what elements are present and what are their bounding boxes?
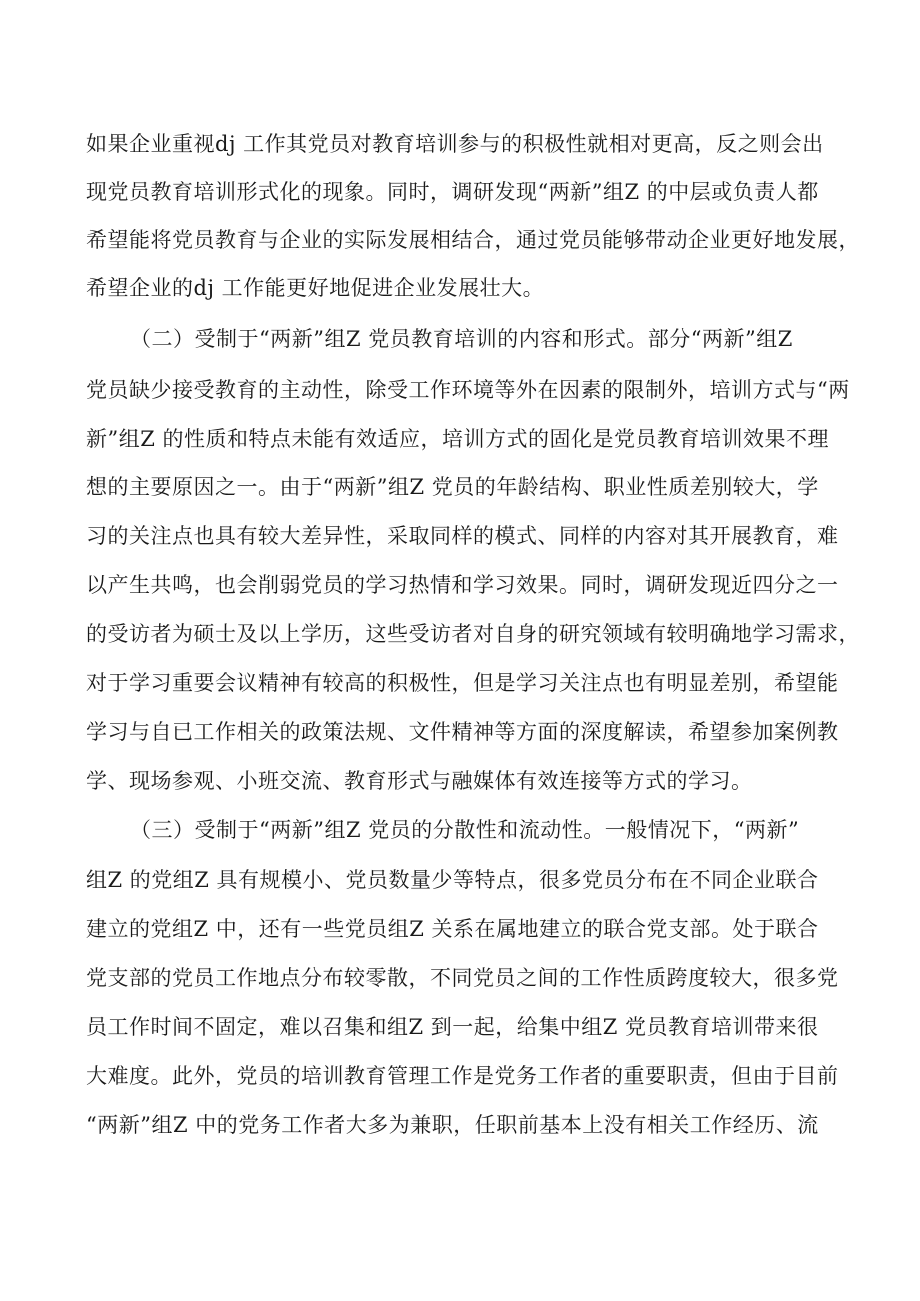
paragraph-2-line-1: （二）受制于“两新”组Z 党员教育培训的内容和形式。部分“两新”组Z	[130, 327, 793, 351]
paragraph-3-line-3: 建立的党组Z 中，还有一些党员组Z 关系在属地建立的联合党支部。处于联合	[86, 917, 819, 941]
paragraph-2-line-9: 学习与自已工作相关的政策法规、文件精神等方面的深度解读，希望参加案例教	[86, 720, 839, 744]
paragraph-2-line-4: 想的主要原因之一。由于“两新”组Z 党员的年龄结构、职业性质差别较大，学	[86, 475, 819, 499]
paragraph-2-line-8: 对于学习重要会议精神有较高的积极性，但是学习关注点也有明显差别，希望能	[86, 671, 839, 695]
paragraph-2-line-10: 学、现场参观、小班交流、教育形式与融媒体有效连接等方式的学习。	[86, 769, 753, 793]
paragraph-2-line-5: 习的关注点也具有较大差异性，采取同样的模式、同样的内容对其开展教育，难	[86, 524, 839, 548]
paragraph-2-line-2: 党员缺少接受教育的主动性，除受工作环境等外在因素的限制外，培训方式与“两	[86, 378, 850, 402]
paragraph-1-line-3: 希望能将党员教育与企业的实际发展相结合，通过党员能够带动企业更好地发展，	[86, 228, 860, 252]
paragraph-1-line-1: 如果企业重视dj 工作其党员对教育培训参与的积极性就相对更高，反之则会出	[86, 132, 824, 156]
paragraph-2-line-6: 以产生共鸣，也会削弱党员的学习热情和学习效果。同时，调研发现近四分之一	[86, 573, 839, 597]
paragraph-1-line-4: 希望企业的dj 工作能更好地促进企业发展壮大。	[86, 276, 545, 300]
paragraph-2-line-3: 新”组Z 的性质和特点未能有效适应，培训方式的固化是党员教育培训效果不理	[86, 427, 829, 451]
paragraph-3-line-5: 员工作时间不固定，难以召集和组Z 到一起，给集中组Z 党员教育培训带来很	[86, 1015, 819, 1039]
paragraph-3-line-1: （三）受制于“两新”组Z 党员的分散性和流动性。一般情况下，“两新”	[130, 818, 800, 842]
paragraph-3-line-6: 大难度。此外，党员的培训教育管理工作是党务工作者的重要职责，但由于目前	[86, 1064, 839, 1088]
paragraph-1-line-2: 现党员教育培训形式化的现象。同时，调研发现“两新”组Z 的中层或负责人都	[86, 180, 819, 204]
paragraph-3-line-2: 组Z 的党组Z 具有规模小、党员数量少等特点，很多党员分布在不同企业联合	[86, 868, 819, 892]
paragraph-2-line-7: 的受访者为硕士及以上学历，这些受访者对自身的研究领域有较明确地学习需求，	[86, 622, 860, 646]
paragraph-3-line-7: “两新”组Z 中的党务工作者大多为兼职，任职前基本上没有相关工作经历、流	[86, 1113, 819, 1137]
paragraph-3-line-4: 党支部的党员工作地点分布较零散，不同党员之间的工作性质跨度较大，很多党	[86, 966, 839, 990]
